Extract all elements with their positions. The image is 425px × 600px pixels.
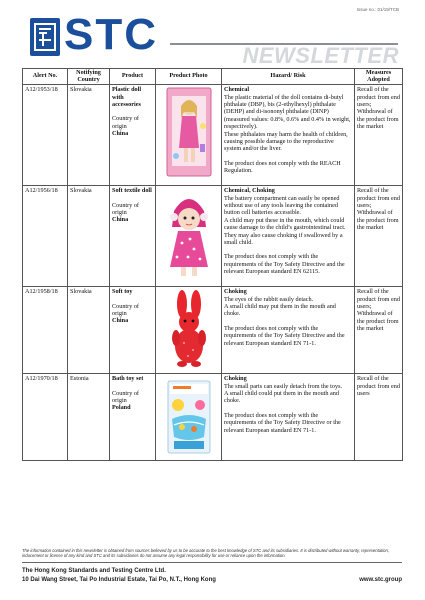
product-name: Plastic doll with accessories: [112, 86, 142, 108]
col-header-photo: Product Photo: [156, 69, 222, 85]
footer-divider: [22, 562, 402, 563]
measures-adopted: Recall of the product from end users; Withdrawal of the product from the market: [355, 287, 403, 374]
hazard-risk: A small child could put them in the mouth and choke.: [224, 390, 339, 405]
hazard-cell: [222, 287, 355, 374]
product-photo: [156, 374, 222, 461]
disclaimer-text: The information contained in this newsletter is obtained from sources believed by us to be accurate to the best knowledge of STC and its subsidiaries. It is distributed without warranty, representation, inducement or license of any kind and STC and its subsidiaries do not assume any legal responsibility for use or reliance upon the information.: [22, 548, 389, 558]
origin-country: China: [112, 216, 129, 224]
hazard-description: The plastic material of the doll contains di-butyl phthalate (DBP), bis (2-ethylhexyl) phthalate (DEHP) and di-isononyl phthalate (DINP) (measured values: 0.8%, 0.6% and 0.4% in weight, respectively).: [224, 93, 351, 131]
website-link[interactable]: www.stc.group: [359, 577, 402, 583]
table-header-row: [23, 69, 403, 85]
product-name: Bath toy set: [112, 375, 144, 383]
origin-country: Poland: [112, 404, 131, 412]
hazard-cell: [222, 186, 355, 287]
company-address: 10 Dai Wang Street, Tai Po Industrial Estate, Tai Po, N.T., Hong Kong: [22, 577, 216, 583]
stc-logo-text: STC: [64, 10, 158, 59]
doll-in-box-image: [164, 86, 214, 178]
col-header-hazard: Hazard/ Risk: [222, 69, 355, 85]
hazard-cell: [222, 85, 355, 186]
notifying-country: Slovakia: [68, 287, 110, 374]
measures-adopted: Recall of the product from end users; Withdrawal of the product from the market: [355, 186, 403, 287]
measures-adopted: Recall of the product from end users: [355, 374, 403, 461]
newsletter-title: NEWSLETTER: [242, 43, 399, 68]
col-header-country: Notifying Country: [68, 69, 110, 85]
product-cell: [110, 287, 156, 374]
product-photo: [156, 85, 222, 186]
stc-logo-mark: [30, 18, 60, 56]
hazard-compliance: The product does not comply with the requirements of the Toy Safety Directive or the relevant European standard EN 71-1.: [224, 411, 341, 434]
product-name: Soft textile doll: [112, 187, 152, 195]
product-photo: [156, 287, 222, 374]
notifying-country: Estonia: [68, 374, 110, 461]
product-name: Soft toy: [112, 288, 133, 296]
table-row: [23, 186, 403, 287]
origin-country: China: [112, 317, 129, 325]
table-row: [23, 374, 403, 461]
hazard-description: The small parts can easily detach from the toys.: [224, 382, 343, 390]
hazard-title: Chemical, Choking: [224, 187, 275, 195]
origin-label: Country of origin: [112, 201, 139, 216]
hazard-cell: [222, 374, 355, 461]
rabbit-image: [164, 288, 214, 370]
stc-logo-icon: [30, 18, 60, 56]
alert-number: A12/1970/18: [23, 374, 68, 461]
hazard-title: Choking: [224, 288, 247, 296]
product-photo: [156, 186, 222, 287]
alert-number: A12/1953/18: [23, 85, 68, 186]
hazard-compliance: The product does not comply with the requirements of the Toy Safety Directive and the relevant European standard EN 71-1.: [224, 324, 345, 347]
table-row: [23, 287, 403, 374]
alert-number: A12/1956/18: [23, 186, 68, 287]
col-header-alert: Alert No.: [23, 69, 68, 85]
origin-label: Country of origin: [112, 115, 139, 130]
origin-country: China: [112, 130, 129, 138]
issue-number: Issue no.: 01/19/TCB: [356, 7, 399, 12]
product-cell: [110, 374, 156, 461]
alert-number: A12/1958/18: [23, 287, 68, 374]
hazard-description: The eyes of the rabbit easily detach.: [224, 295, 314, 303]
origin-label: Country of origin: [112, 302, 139, 317]
table-row: [23, 85, 403, 186]
page-header: [0, 0, 425, 68]
hazard-compliance: The product does not comply with the REACH Regulation.: [224, 159, 341, 175]
origin-label: Country of origin: [112, 389, 139, 404]
company-name: The Hong Kong Standards and Testing Centre Ltd.: [22, 568, 166, 574]
hazard-risk: A small child may put them in the mouth and choke.: [224, 303, 336, 318]
product-cell: [110, 85, 156, 186]
measures-adopted: Recall of the product from end users; Withdrawal of the product from the market: [355, 85, 403, 186]
hazard-compliance: The product does not comply with the requirements of the Toy Safety Directive and the relevant European standard EN 62115.: [224, 253, 345, 276]
col-header-measures: Measures Adopted: [355, 69, 403, 85]
recall-alerts-table: [22, 68, 403, 461]
notifying-country: Slovakia: [68, 186, 110, 287]
product-cell: [110, 186, 156, 287]
hazard-description: The battery compartment can easily be opened without use of any tools leaving the contained button cell batteries accessible.: [224, 194, 340, 217]
hazard-title: Chemical: [224, 86, 250, 94]
hazard-risk: These phthalates may harm the health of children, causing possible damage to the reproductive system and/or the liver.: [224, 130, 348, 153]
hazard-title: Choking: [224, 375, 247, 383]
notifying-country: Slovakia: [68, 85, 110, 186]
bath-toy-image: [164, 375, 214, 457]
col-header-product: Product: [110, 69, 156, 85]
textile-doll-image: [164, 187, 214, 279]
hazard-risk: A child may put these in the mouth, which could cause damage to the child’s gastrointestinal tract. They may also cause choking if swallowed by a small child.: [224, 216, 346, 247]
